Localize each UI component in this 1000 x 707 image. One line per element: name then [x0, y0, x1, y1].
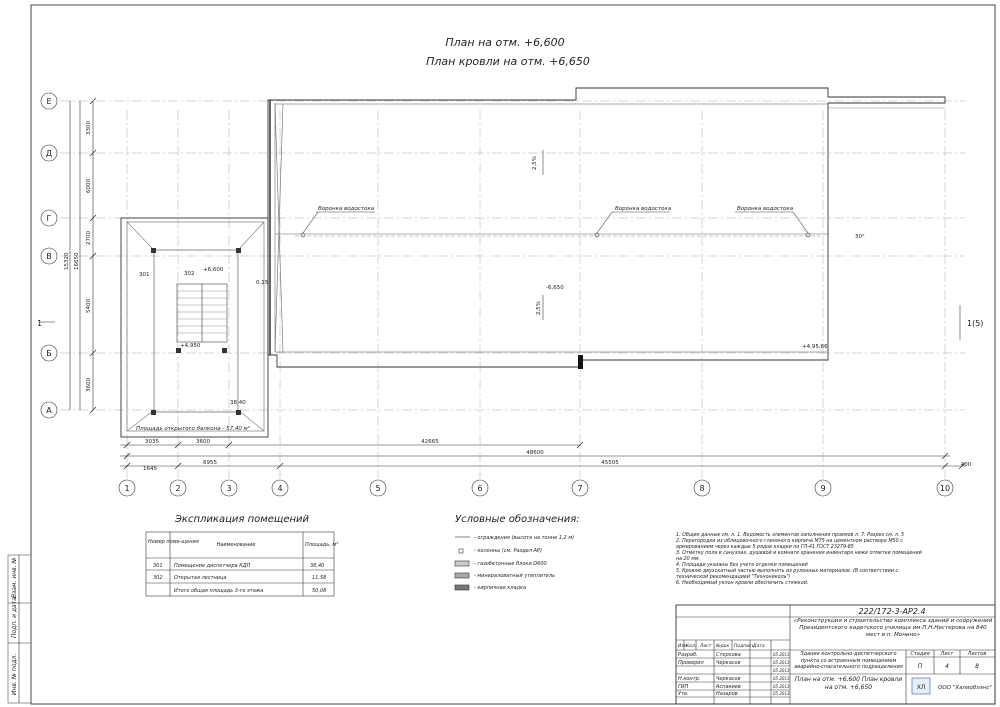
funnel-label-2: Воронка водостока: [615, 206, 672, 212]
level-mark-2: +4,95,66: [802, 344, 828, 350]
stamp-date-3: 05.2013: [773, 668, 790, 673]
axis-2: 2: [175, 484, 181, 493]
stamp-sheet-title: План на отм. +6,600 План кровли на отм. +6,650: [794, 676, 903, 691]
dim-bottom-c: 42665: [421, 439, 439, 445]
title-line1: План на отм. +6,600: [445, 36, 565, 49]
stair-tower: [121, 218, 269, 437]
stamp-role-1: Разраб.: [678, 652, 698, 658]
legend-item-2: - колонны (см. Раздел АР): [474, 548, 542, 554]
drawing-frame: [31, 5, 995, 704]
note-4: 3. Отметку пола в санузлах, душевой и комнате хранения инвентаря ниже отметки помещений: [676, 551, 922, 556]
axis-G: Г: [46, 214, 52, 223]
stamp-name-1: Стерхова: [716, 652, 741, 658]
note-6: 4. Площади указаны без учета отделки помещений: [676, 563, 808, 568]
axis-letter-bubbles: [41, 93, 57, 418]
side-stamp-1: Взам. инв. №: [11, 557, 18, 598]
stamp-sheet-h: Лист: [940, 651, 954, 657]
stamp-project: «Реконструкция и строительство комплекса зданий и сооружений Президентского кадетского училища им.П.Н.Нестерова на 840 мест в п. Монино»: [793, 618, 993, 638]
stamp-head-sign: Подпись: [734, 644, 755, 649]
grid-lines: [60, 101, 965, 478]
axis-B: Б: [46, 349, 52, 358]
stamp-building: Здание контрольно-диспетчерского пункта со встроенным помещением аварийно-спасательного подразделения: [794, 651, 903, 670]
funnel-label-1: Воронка водостока: [318, 206, 375, 212]
axis-3: 3: [226, 484, 232, 493]
expl-r3-name: Итого общая площадь 3-го этажа: [174, 588, 264, 594]
roof-plan: [37, 88, 983, 369]
title-block: [676, 605, 995, 704]
stamp-role-4: Н.контр.: [678, 676, 701, 682]
stamp-name-4: Черкасов: [716, 676, 741, 682]
stamp-code: 222/172-3-АР2.4: [858, 607, 926, 616]
stamp-company: ООО "Халиоблэнс": [938, 685, 992, 691]
dim-bottom-h: 400: [960, 462, 972, 468]
axis-D: Д: [45, 149, 53, 158]
side-stamp-3: Инв. № подл.: [11, 653, 18, 695]
stamp-head-doc: №док: [716, 644, 730, 649]
explication-title: Экспликация помещений: [174, 514, 310, 525]
notes: [676, 532, 922, 586]
side-stamp-2: Подп. и дата: [11, 597, 18, 638]
dim-bottom-a: 3035: [145, 439, 159, 445]
level-bottom: +4,950: [180, 343, 201, 349]
note-3: армированием через каждые 5 рядов кладки по ГЛ-41 ГОСТ 23279-85: [676, 545, 854, 550]
stamp-date-5: 05.2013: [773, 684, 790, 689]
room-302: 302: [184, 271, 195, 277]
axis-8: 8: [699, 484, 705, 493]
stamp-role-5: ГИП: [678, 684, 689, 690]
axis-9: 9: [820, 484, 826, 493]
dim-left-total-a: 15320: [64, 252, 70, 270]
stamp-stage-h: Стадия: [910, 651, 930, 657]
roof-level: -6,650: [546, 285, 564, 291]
title-line2: План кровли на отм. +6,650: [426, 55, 590, 68]
left-dimensions: [64, 98, 96, 413]
stamp-project-box: [792, 618, 994, 650]
section-mark-right: 1(5): [967, 319, 984, 328]
stamp-building-box: [792, 651, 905, 674]
side-dim: 0,15: [256, 280, 269, 286]
stamp-sheets: 8: [975, 663, 979, 670]
note-9: 6. Необходимый уклон кровли обеспечить стяжкой.: [676, 581, 809, 586]
explication: [146, 514, 338, 596]
legend-item-1: - ограждения (высота на тонне 1,2 м): [474, 535, 575, 541]
stamp-name-5: Аспакиев: [716, 684, 741, 690]
stamp-sheets-h: Листов: [967, 651, 987, 657]
stamp-date-6: 05.2013: [773, 691, 790, 696]
funnel-label-3: Воронка водостока: [737, 206, 794, 212]
note-1: 1. Общие данные см. л. 1. Ведомость элементов заполнения проемов л. 7. Разрез см. л. 5: [676, 533, 905, 538]
angle-label: 30°: [855, 234, 865, 240]
dim-left-5: 3600: [86, 378, 92, 392]
expl-head-num: Номер поме-щения: [148, 539, 199, 545]
legend-title: Условные обозначения:: [455, 514, 580, 525]
axis-6: 6: [477, 484, 483, 493]
stamp-head-kol: Кол.: [686, 644, 697, 649]
dim-bottom-b: 3600: [196, 439, 210, 445]
axis-5: 5: [375, 484, 381, 493]
expl-head-name: Наименование: [216, 542, 256, 548]
stamp-head-list: Лист: [700, 644, 712, 649]
section-mark-left: 1: [37, 319, 43, 328]
axis-A: А: [46, 406, 52, 415]
stamp-name-2: Черкасов: [716, 660, 741, 666]
dim-left-total-b: 16650: [74, 252, 80, 270]
dim-bottom-d: 48600: [526, 450, 544, 456]
expl-r1-area: 38,40: [310, 563, 325, 569]
area-302: 38,40: [230, 400, 246, 406]
stamp-name-6: Назаров: [716, 691, 738, 697]
stamp-sheet: 4: [945, 663, 949, 670]
axis-10: 10: [939, 484, 951, 493]
level-top: +6,600: [203, 267, 224, 273]
stamp-head-date: Дата: [753, 644, 765, 649]
stamp-date-4: 05.2013: [773, 676, 790, 681]
stamp-head-izm: Изм.: [678, 644, 689, 649]
stamp-date-2: 05.2013: [773, 660, 790, 665]
company-logo-icon: ХЛ: [916, 684, 926, 691]
note-7: 5. Кровлю двухскатный частью выполнять из рулонных материалов. (В соответствии с: [676, 569, 899, 574]
note-8: технической рекомендацией "Технониколь"): [676, 575, 791, 580]
legend-item-3: - газобетонные блоки D600: [474, 561, 547, 567]
dim-left-4: 5400: [86, 299, 92, 313]
expl-r3-area: 50,08: [312, 588, 327, 594]
room-301: 301: [139, 272, 150, 278]
axis-7: 7: [577, 484, 583, 493]
expl-r1-num: 301: [153, 563, 163, 569]
axis-number-bubbles: [119, 480, 953, 496]
slope-label-1: 2,5%: [532, 156, 538, 170]
side-stamp: [8, 555, 31, 703]
expl-head-area: Площадь, м²: [305, 542, 339, 548]
slope-label-2: 2,5%: [536, 301, 542, 315]
bottom-dimensions: [120, 439, 972, 472]
axis-4: 4: [277, 484, 283, 493]
stamp-role-2: Проверил: [678, 660, 704, 666]
legend-item-4: - минераловатный утеплитель: [474, 573, 556, 579]
stamp-date-1: 05.2013: [773, 652, 790, 657]
dim-left-3: 2700: [86, 231, 92, 245]
dim-left-2: 6000: [86, 179, 92, 193]
stamp-stage: П: [917, 663, 923, 670]
note-5: на 20 мм.: [676, 557, 700, 562]
axis-V: В: [46, 252, 52, 261]
legend: [455, 513, 580, 591]
expl-r2-num: 302: [153, 575, 163, 581]
expl-r1-name: Помещение диспетчера КДП: [174, 563, 251, 569]
dim-left-1: 3300: [86, 121, 92, 135]
dim-bottom-g: 45505: [601, 460, 619, 466]
dim-bottom-f: 6955: [203, 460, 217, 466]
note-2: 2. Перегородки из облицовочного глиняного кирпича М75 на цементном растворе М50 с: [676, 539, 903, 544]
legend-item-5: - кирпичная кладка: [474, 585, 527, 591]
stamp-role-6: Утв.: [678, 691, 689, 697]
balcony-area: Площадь открытого балкона - 57,40 м²: [136, 426, 250, 432]
axis-E: Е: [46, 97, 52, 106]
expl-r2-area: 11,58: [312, 575, 327, 581]
axis-1: 1: [124, 484, 130, 493]
expl-r2-name: Открытая лестница: [174, 575, 227, 581]
dim-bottom-e: 1645: [143, 466, 157, 472]
stamp-sheet-title-box: [792, 676, 905, 702]
